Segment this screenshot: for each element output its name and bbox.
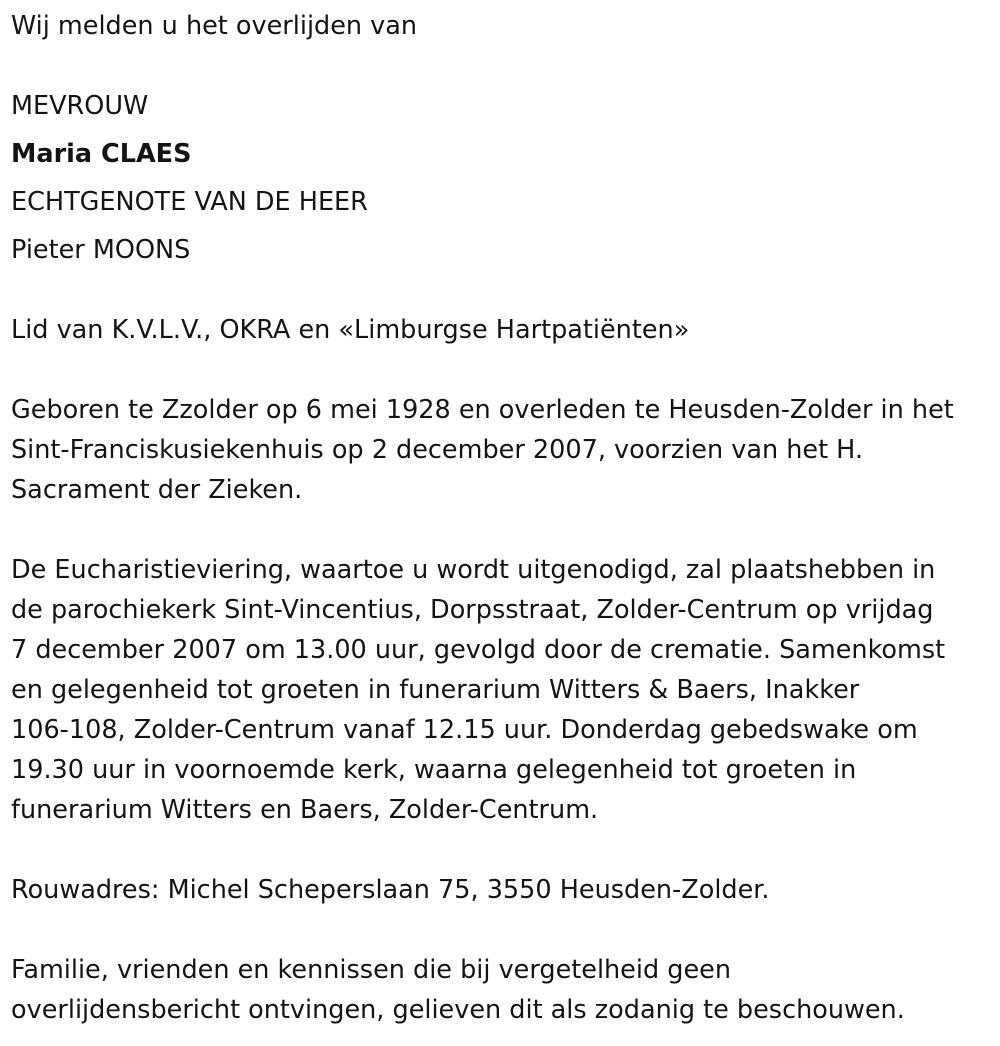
family-paragraph: Familie, vrienden en kennissen die bij vergetelheid geen overlijdensbericht ontvingen, gelieven dit als zodanig te beschouwen. [11, 955, 905, 1025]
spouse-title: ECHTGENOTE VAN DE HEER [11, 187, 368, 217]
ceremony-paragraph: De Eucharistieviering, waartoe u wordt uitgenodigd, zal plaatshebben in de parochiekerk Sint-Vincentius, Dorpsstraat, Zolder-Centrum op vrijdag 7 december 2007 om 13.00 uur, gevolgd door de crematie. Samenkomst en gelegenheid tot groeten in funerarium Witters & Baers, Inakker 106-108, Zolder-Centrum vanaf 12.15 uur. Donderdag gebedswake om 19.30 uur in voornoemde kerk, waarna gelegenheid tot groeten in funerarium Witters en Baers, Zolder-Centrum. [11, 555, 946, 825]
intro-text: Wij melden u het overlijden van [11, 11, 418, 41]
spouse-name: Pieter MOONS [11, 235, 191, 265]
deceased-name: Maria CLAES [11, 139, 192, 169]
mourning-address: Rouwadres: Michel Scheperslaan 75, 3550 Heusden-Zolder. [11, 875, 770, 905]
birth-death-paragraph: Geboren te Zzolder op 6 mei 1928 en overleden te Heusden-Zolder in het Sint-Franciskusiekenhuis op 2 december 2007, voorzien van het H. Sacrament der Zieken. [11, 395, 954, 505]
membership-text: Lid van K.V.L.V., OKRA en «Limburgse Hartpatiënten» [11, 315, 690, 345]
honorific-title: MEVROUW [11, 91, 149, 121]
